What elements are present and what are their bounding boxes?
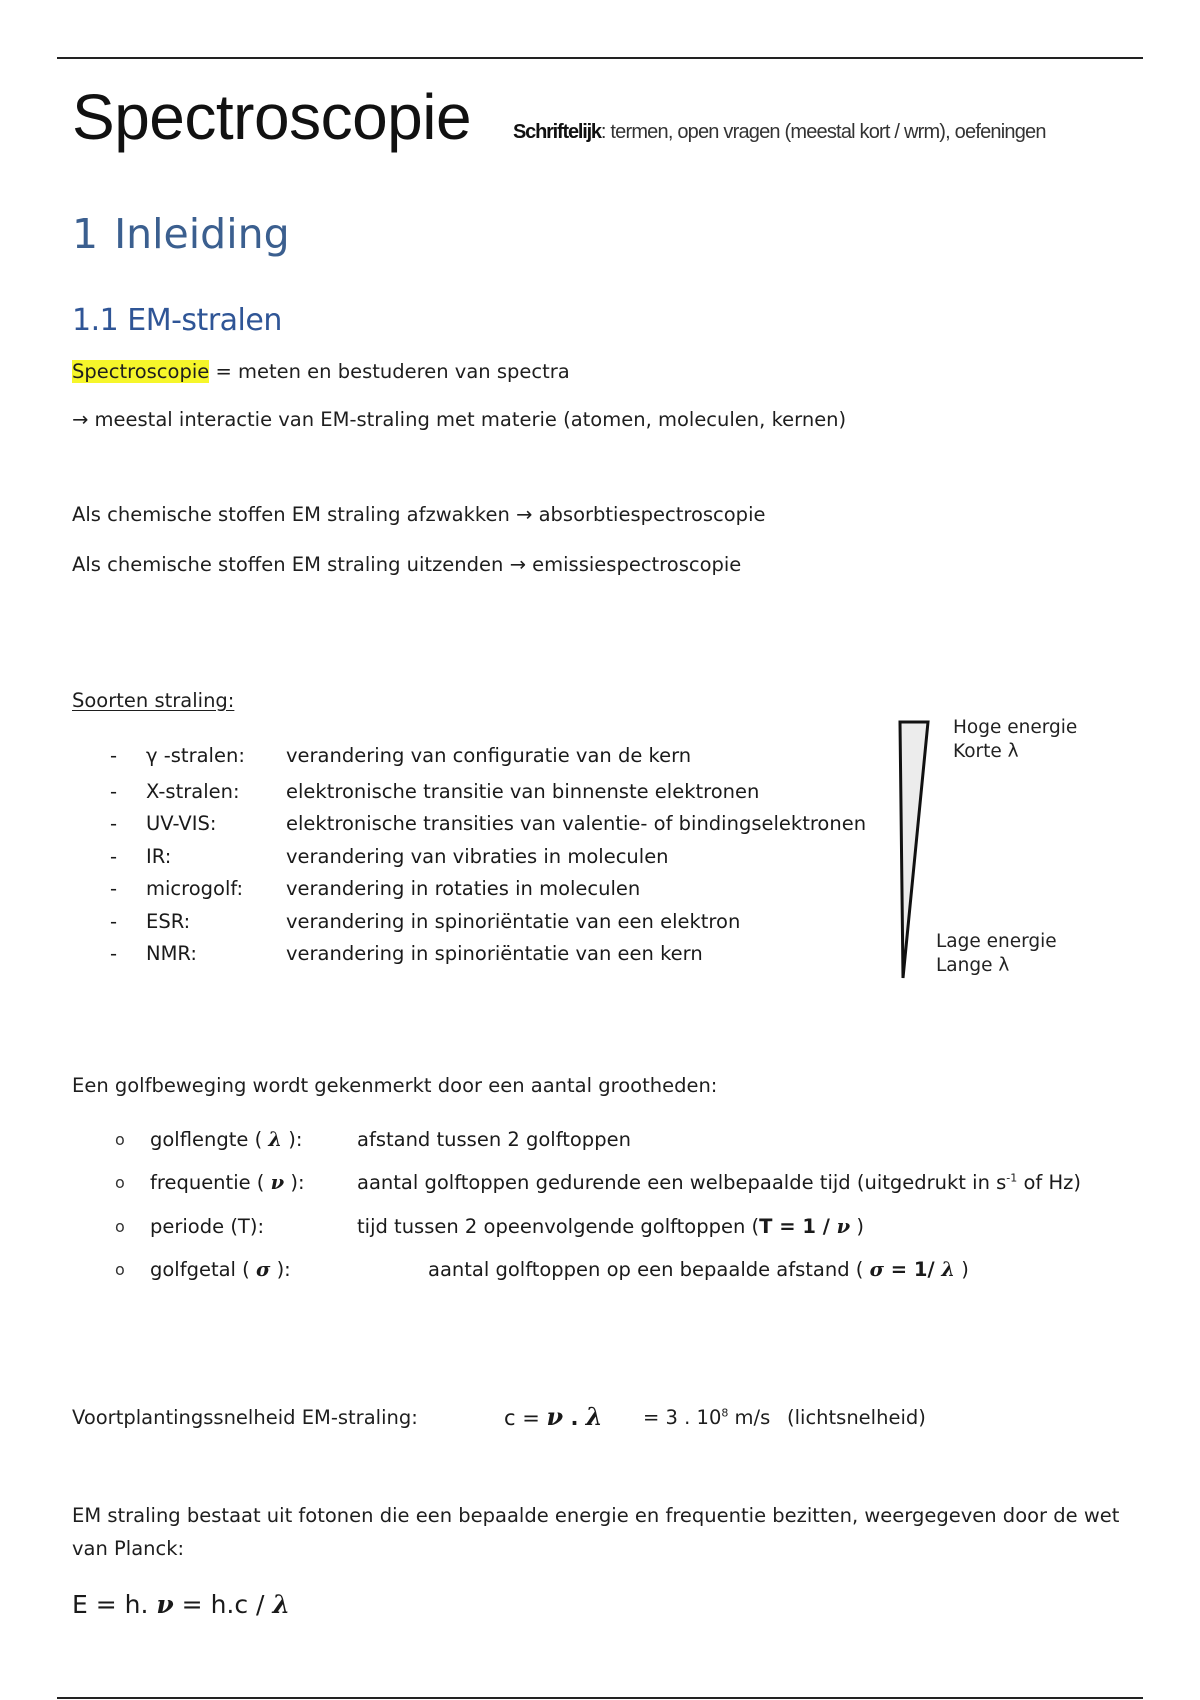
planck-text-line-1: EM straling bestaat uit fotonen die een bepaalde energie en frequentie bezitten, weergegeven door de wet (72, 1504, 1120, 1527)
exam-format-text: : termen, open vragen (meestal kort / wrm), oefeningen (600, 121, 1046, 143)
radiation-term: X-stralen: (146, 780, 240, 803)
wave-intro: Een golfbeweging wordt gekenmerkt door een aantal grootheden: (72, 1074, 718, 1097)
radiation-term: microgolf: (146, 877, 244, 900)
bullet-icon: o (115, 1260, 125, 1279)
definition-text: = meten en bestuderen van spectra (209, 360, 570, 383)
list-dash: - (110, 845, 118, 868)
bullet-icon: o (115, 1217, 125, 1236)
bottom-rule (57, 1697, 1143, 1699)
wave-term: golfgetal ( σ ): (150, 1258, 291, 1281)
subsection-heading-em-stralen (72, 303, 282, 338)
exam-format-label: Schriftelijk (513, 121, 601, 143)
radiation-heading: Soorten straling: (72, 689, 235, 712)
high-energy-text: Hoge energie (953, 717, 1078, 738)
highlighted-term: Spectroscopie (72, 360, 210, 383)
speed-label: Voortplantingssnelheid EM-straling: (72, 1406, 418, 1429)
absorption-line: Als chemische stoffen EM straling afzwakken → absorbtiespectroscopie (72, 503, 766, 526)
radiation-term: NMR: (146, 942, 197, 965)
section-title: Inleiding (114, 210, 290, 258)
short-wavelength-text: Korte λ (953, 741, 1019, 762)
definition-line (72, 360, 570, 383)
speed-note: (lichtsnelheid) (787, 1406, 926, 1429)
emission-line: Als chemische stoffen EM straling uitzenden → emissiespectroscopie (72, 553, 742, 576)
low-energy-label (936, 930, 1057, 978)
wave-desc: tijd tussen 2 opeenvolgende golftoppen (T = 1 / ν ) (357, 1215, 864, 1238)
subsection-title: EM-stralen (127, 303, 282, 338)
wave-desc: afstand tussen 2 golftoppen (357, 1128, 631, 1151)
radiation-desc: elektronische transitie van binnenste elektronen (286, 780, 760, 803)
planck-formula: E = h. ν = h.c / λ (72, 1590, 290, 1619)
low-energy-text: Lage energie (936, 931, 1057, 952)
subsection-number: 1.1 (72, 303, 119, 338)
section-number: 1 (72, 210, 99, 258)
top-rule (57, 57, 1143, 59)
bullet-icon: o (115, 1173, 125, 1192)
list-dash: - (110, 812, 118, 835)
page-title: Spectroscopie (72, 81, 472, 153)
section-heading-inleiding (72, 210, 290, 258)
radiation-term: UV-VIS: (146, 812, 217, 835)
wave-desc: aantal golftoppen op een bepaalde afstand ( σ = 1/ λ ) (428, 1258, 969, 1281)
wave-desc: aantal golftoppen gedurende een welbepaalde tijd (uitgedrukt in $s^{-1}$ of Hz) (357, 1171, 1081, 1194)
radiation-desc: elektronische transities van valentie- of bindingselektronen (286, 812, 867, 835)
interaction-line: → meestal interactie van EM-straling met materie (atomen, moleculen, kernen) (72, 408, 847, 431)
radiation-term: IR: (146, 845, 172, 868)
list-dash: - (110, 942, 118, 965)
speed-formula: c = ν . λ (504, 1402, 603, 1431)
list-dash: - (110, 780, 118, 803)
long-wavelength-text: Lange λ (936, 955, 1010, 976)
list-dash: - (110, 877, 118, 900)
radiation-desc: verandering in spinoriëntatie van een elektron (286, 910, 741, 933)
radiation-desc: verandering van vibraties in moleculen (286, 845, 669, 868)
wave-term: golflengte ( λ ): (150, 1128, 303, 1151)
bullet-icon: o (115, 1130, 125, 1149)
radiation-desc: verandering van configuratie van de kern (286, 744, 692, 767)
energy-wedge-diagram (896, 718, 932, 982)
speed-value: = 3 . $10^8$ m/s (643, 1406, 771, 1429)
high-energy-label (953, 716, 1077, 764)
wave-term: periode (T): (150, 1215, 265, 1238)
energy-wedge (900, 722, 928, 978)
radiation-desc: verandering in spinoriëntatie van een kern (286, 942, 703, 965)
wave-term: frequentie ( ν ): (150, 1171, 305, 1194)
list-dash: - (110, 910, 118, 933)
exam-format-note (513, 121, 1046, 144)
radiation-term: ESR: (146, 910, 191, 933)
radiation-desc: verandering in rotaties in moleculen (286, 877, 641, 900)
planck-text-line-2: van Planck: (72, 1537, 185, 1560)
list-dash: - (110, 744, 118, 767)
radiation-term: γ -stralen: (146, 744, 245, 767)
